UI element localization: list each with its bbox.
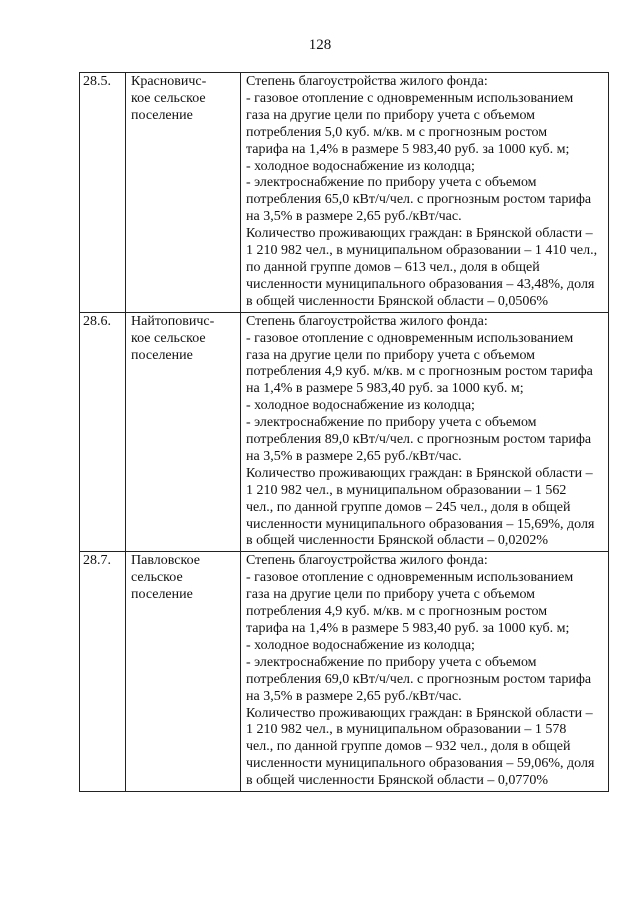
name-line: Павловское (131, 553, 200, 569)
desc-line: потребления 5,0 куб. м/кв. м с прогнозным ростом (246, 124, 548, 140)
desc-line: на 1,4% в размере 5 983,40 руб. за 1000 куб. м; (246, 381, 524, 397)
desc-line: - газовое отопление с одновременным использованием (246, 90, 574, 106)
name-line: сельское (131, 570, 183, 586)
desc-line: газа на другие цели по прибору учета с объемом (246, 587, 536, 603)
desc-line: чел., по данной группе домов – 932 чел., доля в общей (246, 739, 571, 755)
desc-line: - электроснабжение по прибору учета с объемом (246, 175, 537, 191)
desc-line: на 3,5% в размере 2,65 руб./кВт/час. (246, 209, 462, 225)
desc-line: численности муниципального образования – 59,06%, доля (246, 756, 595, 772)
desc-line: в общей численности Брянской области – 0,0506% (246, 293, 549, 309)
table-row (80, 312, 609, 552)
settlement-description (241, 312, 609, 552)
desc-line: потребления 4,9 куб. м/кв. м с прогнозным ростом (246, 604, 548, 620)
desc-line: Количество проживающих граждан: в Брянской области – (246, 465, 593, 481)
name-line: Найтоповичс- (131, 313, 215, 329)
desc-line: газа на другие цели по прибору учета с объемом (246, 347, 536, 363)
settlement-description (241, 552, 609, 792)
desc-line: численности муниципального образования – 43,48%, доля (246, 276, 595, 292)
desc-line: Степень благоустройства жилого фонда: (246, 553, 488, 569)
desc-line: - холодное водоснабжение из колодца; (246, 637, 475, 653)
desc-line: - газовое отопление с одновременным использованием (246, 330, 574, 346)
name-line: поселение (131, 347, 193, 363)
table-row (80, 552, 609, 792)
desc-line: - электроснабжение по прибору учета с объемом (246, 415, 537, 431)
desc-line: по данной группе домов – 613 чел., доля в общей (246, 259, 540, 275)
name-line: кое сельское (131, 330, 206, 346)
desc-line: 1 210 982 чел., в муниципальном образовании – 1 410 чел., (246, 243, 598, 259)
name-line: Красновичс- (131, 74, 207, 89)
desc-line: 1 210 982 чел., в муниципальном образовании – 1 578 (246, 722, 567, 738)
page-number: 128 (308, 37, 332, 53)
desc-line: тарифа на 1,4% в размере 5 983,40 руб. за 1000 куб. м; (246, 141, 570, 157)
desc-line: Степень благоустройства жилого фонда: (246, 313, 488, 329)
desc-line: потребления 69,0 кВт/ч/чел. с прогнозным ростом тарифа (246, 671, 592, 687)
settlement-name (126, 552, 241, 792)
settlement-name (126, 312, 241, 552)
desc-line: тарифа на 1,4% в размере 5 983,40 руб. за 1000 куб. м; (246, 621, 570, 636)
row-number: 28.6. (80, 312, 126, 552)
desc-line: в общей численности Брянской области – 0,0770% (246, 773, 549, 789)
desc-line: потребления 89,0 кВт/ч/чел. с прогнозным ростом тарифа (246, 432, 592, 448)
desc-line: газа на другие цели по прибору учета с объемом (246, 107, 536, 123)
desc-line: потребления 65,0 кВт/ч/чел. с прогнозным ростом тарифа (246, 192, 592, 208)
desc-line: 1 210 982 чел., в муниципальном образовании – 1 562 (246, 482, 567, 498)
desc-line: - электроснабжение по прибору учета с объемом (246, 654, 537, 670)
desc-line: чел., по данной группе домов – 245 чел., доля в общей (246, 499, 571, 515)
settlement-description (241, 73, 609, 313)
desc-line: - холодное водоснабжение из колодца; (246, 398, 475, 414)
row-number: 28.5. (80, 73, 126, 313)
desc-line: Количество проживающих граждан: в Брянской области – (246, 705, 593, 721)
name-line: кое сельское (131, 90, 206, 106)
desc-line: Степень благоустройства жилого фонда: (246, 74, 488, 89)
desc-line: численности муниципального образования – 15,69%, доля (246, 516, 595, 532)
settlement-table (79, 72, 609, 792)
desc-line: на 3,5% в размере 2,65 руб./кВт/час. (246, 688, 462, 704)
desc-line: на 3,5% в размере 2,65 руб./кВт/час. (246, 448, 462, 464)
settlement-name (126, 73, 241, 313)
desc-line: в общей численности Брянской области – 0,0202% (246, 533, 549, 549)
name-line: поселение (131, 107, 193, 123)
table-row (80, 73, 609, 313)
desc-line: - холодное водоснабжение из колодца; (246, 158, 475, 174)
desc-line: потребления 4,9 куб. м/кв. м с прогнозным ростом тарифа (246, 364, 593, 380)
name-line: поселение (131, 587, 193, 603)
desc-line: Количество проживающих граждан: в Брянской области – (246, 226, 593, 242)
row-number: 28.7. (80, 552, 126, 792)
desc-line: - газовое отопление с одновременным использованием (246, 570, 574, 586)
